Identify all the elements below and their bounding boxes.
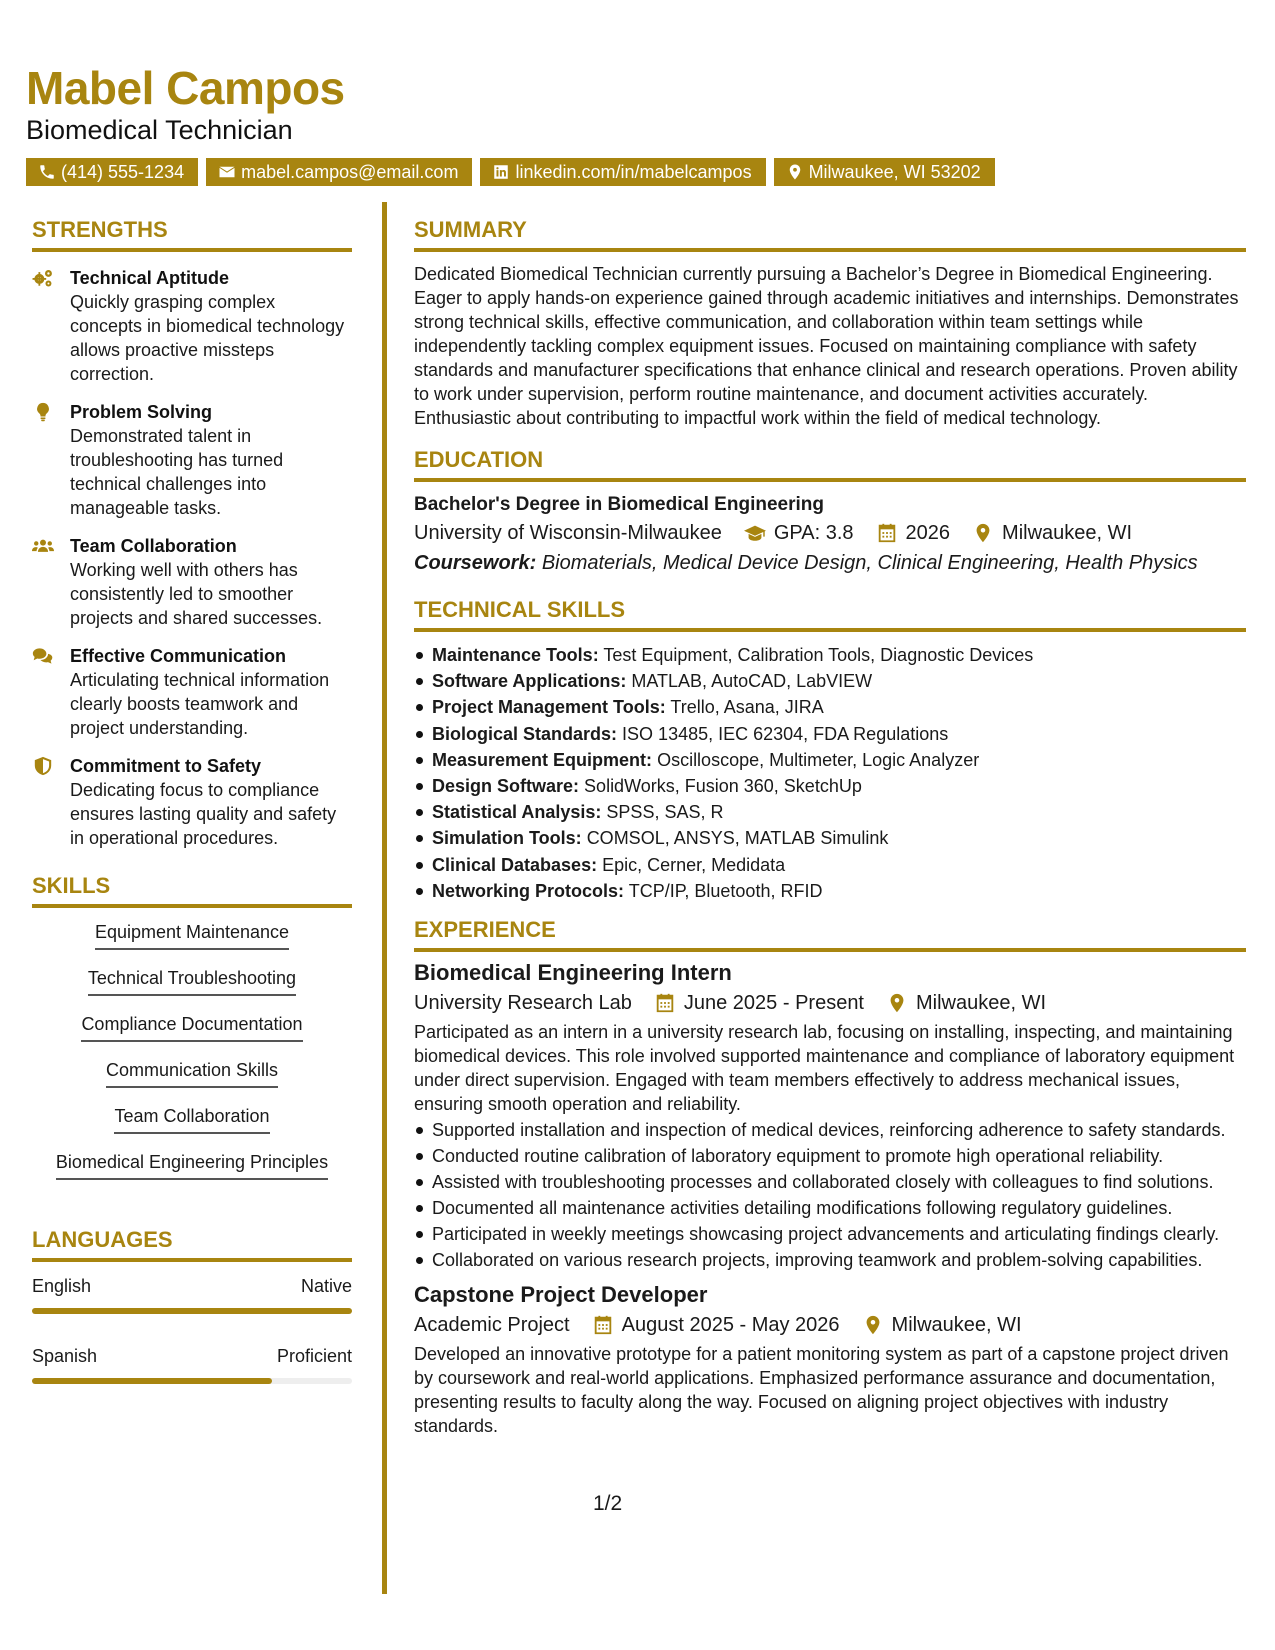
strength-item — [32, 754, 352, 850]
list-item: Measurement Equipment: Oscilloscope, Multimeter, Logic Analyzer — [414, 747, 1246, 773]
list-item: Assisted with troubleshooting processes and collaborated closely with colleagues to find solutions. — [414, 1170, 1246, 1194]
column-divider — [382, 202, 387, 1594]
calendar-icon — [876, 522, 898, 544]
strength-item — [32, 534, 352, 630]
job-org: Academic Project — [414, 1314, 570, 1337]
strength-title: Effective Communication — [70, 646, 287, 666]
left-column — [32, 216, 352, 1414]
strength-desc: Quickly grasping complex concepts in biomedical technology allows proactive missteps correction. — [70, 292, 345, 384]
job-entry — [414, 1280, 1246, 1438]
contact-email-text: mabel.campos@email.com — [241, 162, 459, 182]
experience-heading: EXPERIENCE — [414, 916, 1246, 952]
map-pin-icon — [786, 163, 804, 181]
job-title: Capstone Project Developer — [414, 1282, 708, 1308]
resume-header — [26, 60, 1256, 186]
map-pin-icon — [886, 992, 908, 1014]
coursework-line — [414, 548, 1246, 578]
contact-linkedin-text: linkedin.com/in/mabelcampos — [515, 162, 752, 182]
job-meta — [414, 988, 1246, 1018]
candidate-title: Biomedical Technician — [26, 115, 293, 145]
strength-item — [32, 400, 352, 520]
list-item: Software Applications: MATLAB, AutoCAD, LabVIEW — [414, 668, 1246, 694]
contact-phone[interactable] — [26, 158, 198, 186]
phone-icon — [38, 163, 56, 181]
contact-bar — [26, 158, 1256, 186]
map-pin-icon — [862, 1314, 884, 1336]
comments-icon — [32, 646, 54, 666]
graduation-cap-icon — [744, 522, 766, 544]
job-org: University Research Lab — [414, 992, 632, 1015]
job-bullets — [414, 1118, 1246, 1272]
list-item: Conducted routine calibration of laboratory equipment to promote high operational reliability. — [414, 1144, 1246, 1168]
calendar-icon — [592, 1314, 614, 1336]
job-meta — [414, 1310, 1246, 1340]
skill-tag: Technical Troubleshooting — [88, 966, 296, 996]
strength-title: Technical Aptitude — [70, 268, 230, 288]
language-row — [32, 1344, 352, 1368]
list-item: Documented all maintenance activities detailing modifications following regulatory guidelines. — [414, 1196, 1246, 1220]
languages-list — [32, 1274, 352, 1384]
language-level: Proficient — [276, 1346, 352, 1366]
strength-item — [32, 266, 352, 386]
language-name: Spanish — [32, 1346, 98, 1366]
job-dates: August 2025 - May 2026 — [621, 1314, 840, 1337]
languages-heading: LANGUAGES — [32, 1226, 352, 1262]
gpa-text: GPA: 3.8 — [773, 522, 854, 544]
list-item: Maintenance Tools: Test Equipment, Calibration Tools, Diagnostic Devices — [414, 642, 1246, 668]
language-bar-fill — [32, 1378, 272, 1384]
strength-item — [32, 644, 352, 740]
skills-list — [32, 920, 352, 1196]
contact-phone-text: (414) 555-1234 — [61, 162, 185, 182]
list-item: Project Management Tools: Trello, Asana, JIRA — [414, 694, 1246, 720]
list-item: Participated in weekly meetings showcasing project advancements and articulating findings clearly. — [414, 1222, 1246, 1246]
right-column — [414, 216, 1246, 1438]
strength-desc: Demonstrated talent in troubleshooting has turned technical challenges into manageable tasks. — [70, 426, 284, 518]
strength-desc: Working well with others has consistently led to smoother projects and shared successes. — [70, 560, 323, 628]
language-level: Native — [300, 1276, 352, 1296]
skill-tag: Compliance Documentation — [81, 1012, 302, 1042]
education-heading: EDUCATION — [414, 446, 1246, 482]
language-bar — [32, 1308, 352, 1314]
job-description: Participated as an intern in a university research lab, focusing on installing, inspecting, and maintaining biomedical devices. This role involved supported maintenance and compliance of laboratory equipment under direct supervision. Engaged with team members effectively to address mechanical issues, ensuring smooth operation and reliability. — [414, 1022, 1235, 1115]
page-number: 1/2 — [593, 1492, 623, 1515]
summary-text: Dedicated Biomedical Technician currently pursuing a Bachelor’s Degree in Biomedical Engineering. Eager to apply hands-on experience gained through academic initiatives and internships. Demonstrates strong technical skills, effective communication, and collaboration within team settings while independently tackling complex equipment issues. Focused on maintaining compliance with safety standards and manufacturer specifications that enhance clinical and research operations. Proven ability to work under supervision, perform routine maintenance, and document activities accurately. Enthusiastic about contributing to impactful work within the field of medical technology. — [414, 264, 1239, 428]
skill-tag: Equipment Maintenance — [95, 920, 289, 950]
contact-location-text: Milwaukee, WI 53202 — [808, 162, 981, 182]
list-item: Supported installation and inspection of medical devices, reinforcing adherence to safety standards. — [414, 1118, 1246, 1142]
list-item: Design Software: SolidWorks, Fusion 360, SketchUp — [414, 773, 1246, 799]
job-entry — [414, 958, 1246, 1272]
school-name: University of Wisconsin-Milwaukee — [414, 522, 722, 544]
job-location: Milwaukee, WI — [891, 1314, 1022, 1337]
list-item: Networking Protocols: TCP/IP, Bluetooth, RFID — [414, 878, 1246, 904]
job-dates: June 2025 - Present — [683, 992, 864, 1015]
skill-tag: Biomedical Engineering Principles — [56, 1150, 328, 1180]
map-pin-icon — [972, 522, 994, 544]
degree-title: Bachelor's Degree in Biomedical Engineering — [414, 494, 824, 515]
calendar-icon — [654, 992, 676, 1014]
strength-desc: Dedicating focus to compliance ensures lasting quality and safety in operational procedures. — [70, 780, 337, 848]
contact-location — [774, 158, 995, 186]
strength-title: Team Collaboration — [70, 536, 237, 556]
list-item: Clinical Databases: Epic, Cerner, Medidata — [414, 852, 1246, 878]
gears-icon — [32, 268, 54, 288]
contact-email[interactable] — [206, 158, 472, 186]
graduation-year: 2026 — [905, 522, 951, 544]
language-bar-fill — [32, 1308, 352, 1314]
job-location: Milwaukee, WI — [916, 992, 1047, 1015]
list-item: Collaborated on various research projects, improving teamwork and problem-solving capabilities. — [414, 1248, 1246, 1272]
education-meta — [414, 518, 1246, 548]
language-bar — [32, 1378, 352, 1384]
linkedin-icon — [492, 163, 510, 181]
envelope-icon — [218, 163, 236, 181]
skill-tag: Team Collaboration — [114, 1104, 269, 1134]
technical-skills-list — [414, 642, 1246, 904]
strength-title: Problem Solving — [70, 402, 213, 422]
coursework-text: Biomaterials, Medical Device Design, Clinical Engineering, Health Physics — [541, 552, 1198, 574]
education-location: Milwaukee, WI — [1002, 522, 1133, 544]
language-row — [32, 1274, 352, 1298]
job-title: Biomedical Engineering Intern — [414, 960, 732, 986]
list-item: Biological Standards: ISO 13485, IEC 62304, FDA Regulations — [414, 721, 1246, 747]
contact-linkedin[interactable] — [480, 158, 765, 186]
strength-desc: Articulating technical information clearly boosts teamwork and project understanding. — [70, 670, 330, 738]
summary-heading: SUMMARY — [414, 216, 1246, 252]
skills-heading: SKILLS — [32, 872, 352, 908]
candidate-name: Mabel Campos — [26, 62, 345, 114]
users-icon — [32, 536, 54, 556]
list-item: Simulation Tools: COMSOL, ANSYS, MATLAB Simulink — [414, 825, 1246, 851]
skill-tag: Communication Skills — [106, 1058, 278, 1088]
shield-icon — [32, 756, 54, 776]
coursework-label: Coursework: — [414, 552, 537, 574]
job-description: Developed an innovative prototype for a patient monitoring system as part of a capstone project driven by coursework and real-world applications. Emphasized performance assurance and documentation, presenting results to faculty along the way. Focused on aligning project objectives with industry standards. — [414, 1344, 1229, 1437]
strength-title: Commitment to Safety — [70, 756, 262, 776]
list-item: Statistical Analysis: SPSS, SAS, R — [414, 799, 1246, 825]
technical-skills-heading: TECHNICAL SKILLS — [414, 596, 1246, 632]
strengths-heading: STRENGTHS — [32, 216, 352, 252]
lightbulb-icon — [32, 402, 54, 422]
language-name: English — [32, 1276, 92, 1296]
